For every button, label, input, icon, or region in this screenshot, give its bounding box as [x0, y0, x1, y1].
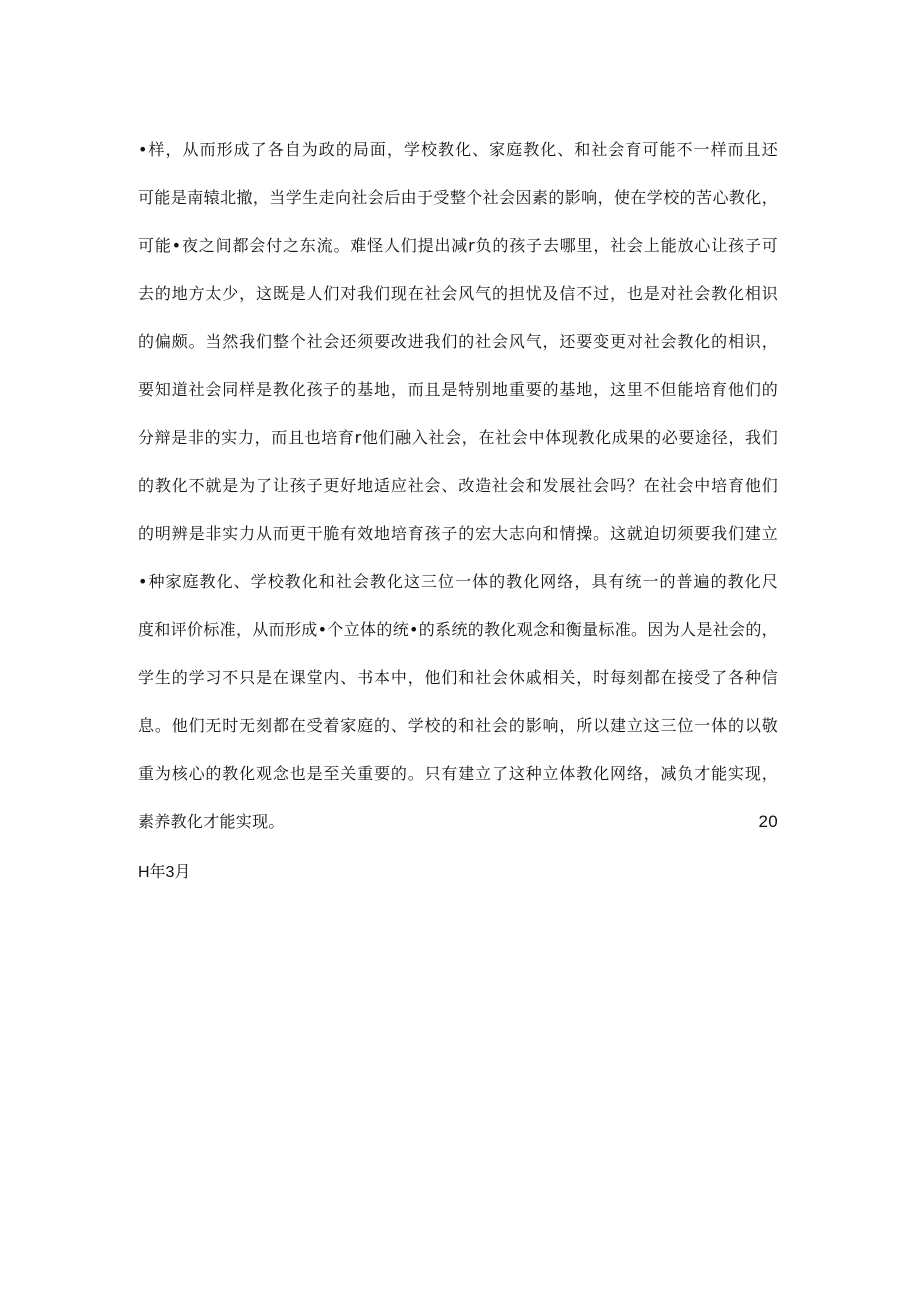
text-line: 的明辨是非实力从而更干脆有效地培育孩子的宏大志向和情操。这就迫切须要我们建立 [138, 524, 778, 543]
text-line: 的教化不就是为了让孩子更好地适应社会、改造社会和发展社会吗？在社会中培育他们 [138, 476, 778, 495]
text-line: 学生的学习不只是在课堂内、书本中，他们和社会休戚相关，时每刻都在接受了各种信 [138, 668, 778, 687]
text-line: 度和评价标准，从而形成•个立体的统•的系统的教化观念和衡量标准。因为人是社会的， [138, 620, 778, 639]
text-line: 分辩是非的实力，而且也培育r他们融入社会，在社会中体现教化成果的必要途径，我们 [138, 428, 778, 447]
body-paragraph [138, 126, 778, 846]
text-line: 重为核心的教化观念也是至关重要的。只有建立了这种立体教化网络，减负才能实现， [138, 764, 778, 783]
text-line: •样，从而形成了各自为政的局面，学校教化、家庭教化、和社会育可能不一样而且还 [138, 140, 778, 159]
text-line: 可能•夜之间都会付之东流。难怪人们提出减r负的孩子去哪里，社会上能放心让孩子可 [138, 236, 778, 255]
text-line: 去的地方太少，这既是人们对我们现在社会风气的担忧及信不过，也是对社会教化相识 [138, 284, 778, 303]
document-date: H年3月 [138, 864, 191, 881]
page-number: 20 [758, 812, 778, 831]
text-line: •种家庭教化、学校教化和社会教化这三位一体的教化网络，具有统一的普遍的教化尺 [138, 572, 778, 591]
text-line: 可能是南辕北撤，当学生走向社会后由于受整个社会因素的影响，使在学校的苦心教化， [138, 188, 778, 207]
text-line: 息。他们无时无刻都在受着家庭的、学校的和社会的影响，所以建立这三位一体的以敬 [138, 716, 778, 735]
text-line: 的偏颇。当然我们整个社会还须要改进我们的社会风气，还要变更对社会教化的相识， [138, 332, 778, 351]
text-line: 要知道社会同样是教化孩子的基地，而且是特别地重要的基地，这里不但能培育他们的 [138, 380, 778, 399]
last-text-line [138, 798, 778, 846]
last-line-text: 素养教化才能实现。 [138, 812, 285, 831]
